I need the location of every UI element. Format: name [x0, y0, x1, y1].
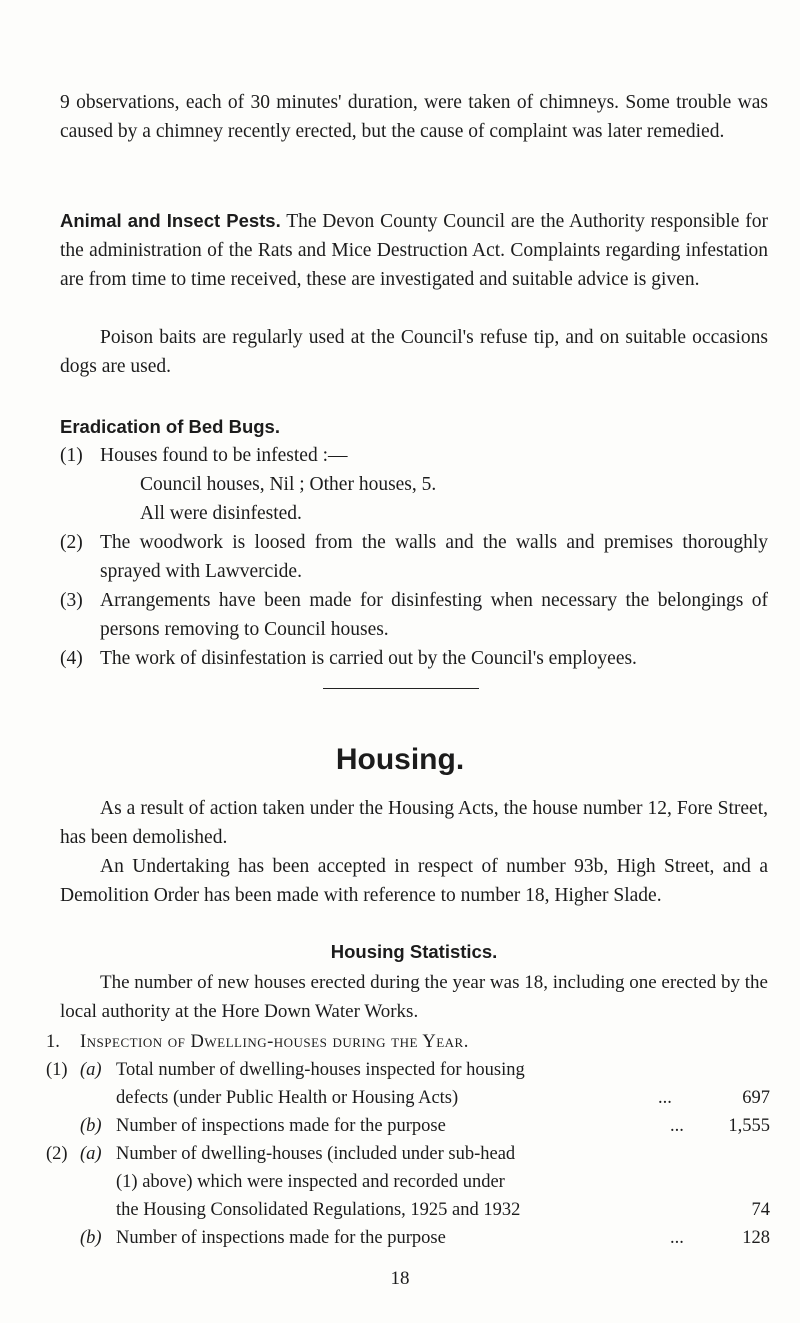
- row-text: defects (under Public Health or Housing Acts): [116, 1088, 459, 1108]
- stat-row-2a: [46, 1140, 770, 1168]
- leader-dots: ...: [670, 1228, 684, 1248]
- row-number: (1): [46, 1060, 68, 1080]
- leader-dots: ...: [670, 1116, 684, 1136]
- housing-para1-text: As a result of action taken under the Housing Acts, the house number 12, Fore Street, has been demolished.: [60, 798, 768, 848]
- stat-row-1b: [46, 1112, 770, 1140]
- stat-row-2a-cont1: [46, 1168, 770, 1196]
- statistics-heading: Housing Statistics.: [330, 941, 498, 962]
- statistics-paragraph: [60, 968, 768, 1026]
- row-text: Number of dwelling-houses (included under sub-head: [116, 1144, 516, 1164]
- item-number: (1): [60, 445, 83, 466]
- item-line: All were disinfested.: [140, 503, 302, 524]
- pests-para2: Poison baits are regularly used at the Council's refuse tip, and on suitable occasions dogs are used.: [60, 327, 768, 377]
- statistics-para-text: The number of new houses erected during the year was 18, including one erected by the local authority at the Hore Down Water Works.: [60, 972, 768, 1022]
- item-number: (2): [60, 532, 83, 553]
- row-text: the Housing Consolidated Regulations, 1925 and 1932: [116, 1200, 521, 1220]
- row-label: (b): [80, 1116, 102, 1136]
- item-line: The work of disinfestation is carried out by the Council's employees.: [100, 648, 637, 669]
- bedbugs-section: [60, 412, 768, 673]
- item-line: The woodwork is loosed from the walls and the walls and premises thoroughly sprayed with Lawvercide.: [100, 532, 768, 582]
- row-value: 1,555: [728, 1116, 770, 1136]
- housing-para2-text: An Undertaking has been accepted in respect of number 93b, High Street, and a Demolition Order has been made with reference to number 18, Higher Slade.: [60, 856, 768, 906]
- intro-text: 9 observations, each of 30 minutes' duration, were taken of chimneys. Some trouble was caused by a chimney recently erected, but the cause of complaint was later remedied.: [60, 92, 768, 142]
- row-label: (a): [80, 1144, 102, 1164]
- section-number: 1.: [46, 1032, 60, 1052]
- pests-para2-block: [60, 323, 768, 381]
- item-number: (3): [60, 590, 83, 611]
- statistics-heading-block: [60, 937, 768, 967]
- bedbugs-item-3: [60, 586, 768, 644]
- stat-row-1a-cont: [46, 1084, 770, 1112]
- row-number: (2): [46, 1144, 68, 1164]
- row-value: 697: [742, 1088, 770, 1108]
- item-line: Arrangements have been made for disinfesting when necessary the belongings of persons removing to Council houses.: [100, 590, 768, 640]
- section-title-row: [46, 1028, 770, 1056]
- row-text: Number of inspections made for the purpose: [116, 1116, 446, 1136]
- leader-dots: ...: [658, 1088, 672, 1108]
- stat-row-1a: [46, 1056, 770, 1084]
- section-title: Inspection of Dwelling-houses during the Year.: [80, 1032, 469, 1052]
- housing-para2: [60, 852, 768, 910]
- housing-para1: [60, 794, 768, 852]
- pests-section: [60, 206, 768, 294]
- row-value: 74: [751, 1200, 770, 1220]
- pests-para1: The Devon County Council are the Authority responsible for the administration of the Rats and Mice Destruction Act. Complaints regarding infestation are from time to time received, these are investigated and suitable advice is given.: [60, 211, 768, 290]
- bedbugs-item-1: [60, 441, 768, 528]
- row-value: 128: [742, 1228, 770, 1248]
- row-text: Number of inspections made for the purpose: [116, 1228, 446, 1248]
- row-label: (b): [80, 1228, 102, 1248]
- bedbugs-heading: Eradication of Bed Bugs.: [60, 416, 280, 437]
- bedbugs-item-2: [60, 528, 768, 586]
- statistics-table: [46, 1028, 770, 1252]
- housing-title: Housing.: [335, 743, 465, 776]
- item-line: Council houses, Nil ; Other houses, 5.: [140, 474, 437, 495]
- pests-heading: Animal and Insect Pests.: [60, 210, 281, 231]
- row-text: (1) above) which were inspected and recorded under: [116, 1172, 505, 1192]
- stat-row-2b: [46, 1224, 770, 1252]
- bedbugs-list: [60, 441, 768, 673]
- row-label: (a): [80, 1060, 102, 1080]
- page-number: 18: [390, 1268, 410, 1289]
- item-line: Houses found to be infested :—: [100, 445, 348, 466]
- section-divider: [323, 688, 479, 689]
- item-number: (4): [60, 648, 83, 669]
- bedbugs-item-4: [60, 644, 768, 673]
- row-text: Total number of dwelling-houses inspected for housing: [116, 1060, 525, 1080]
- stat-row-2a-cont2: [46, 1196, 770, 1224]
- intro-paragraph: [60, 88, 768, 146]
